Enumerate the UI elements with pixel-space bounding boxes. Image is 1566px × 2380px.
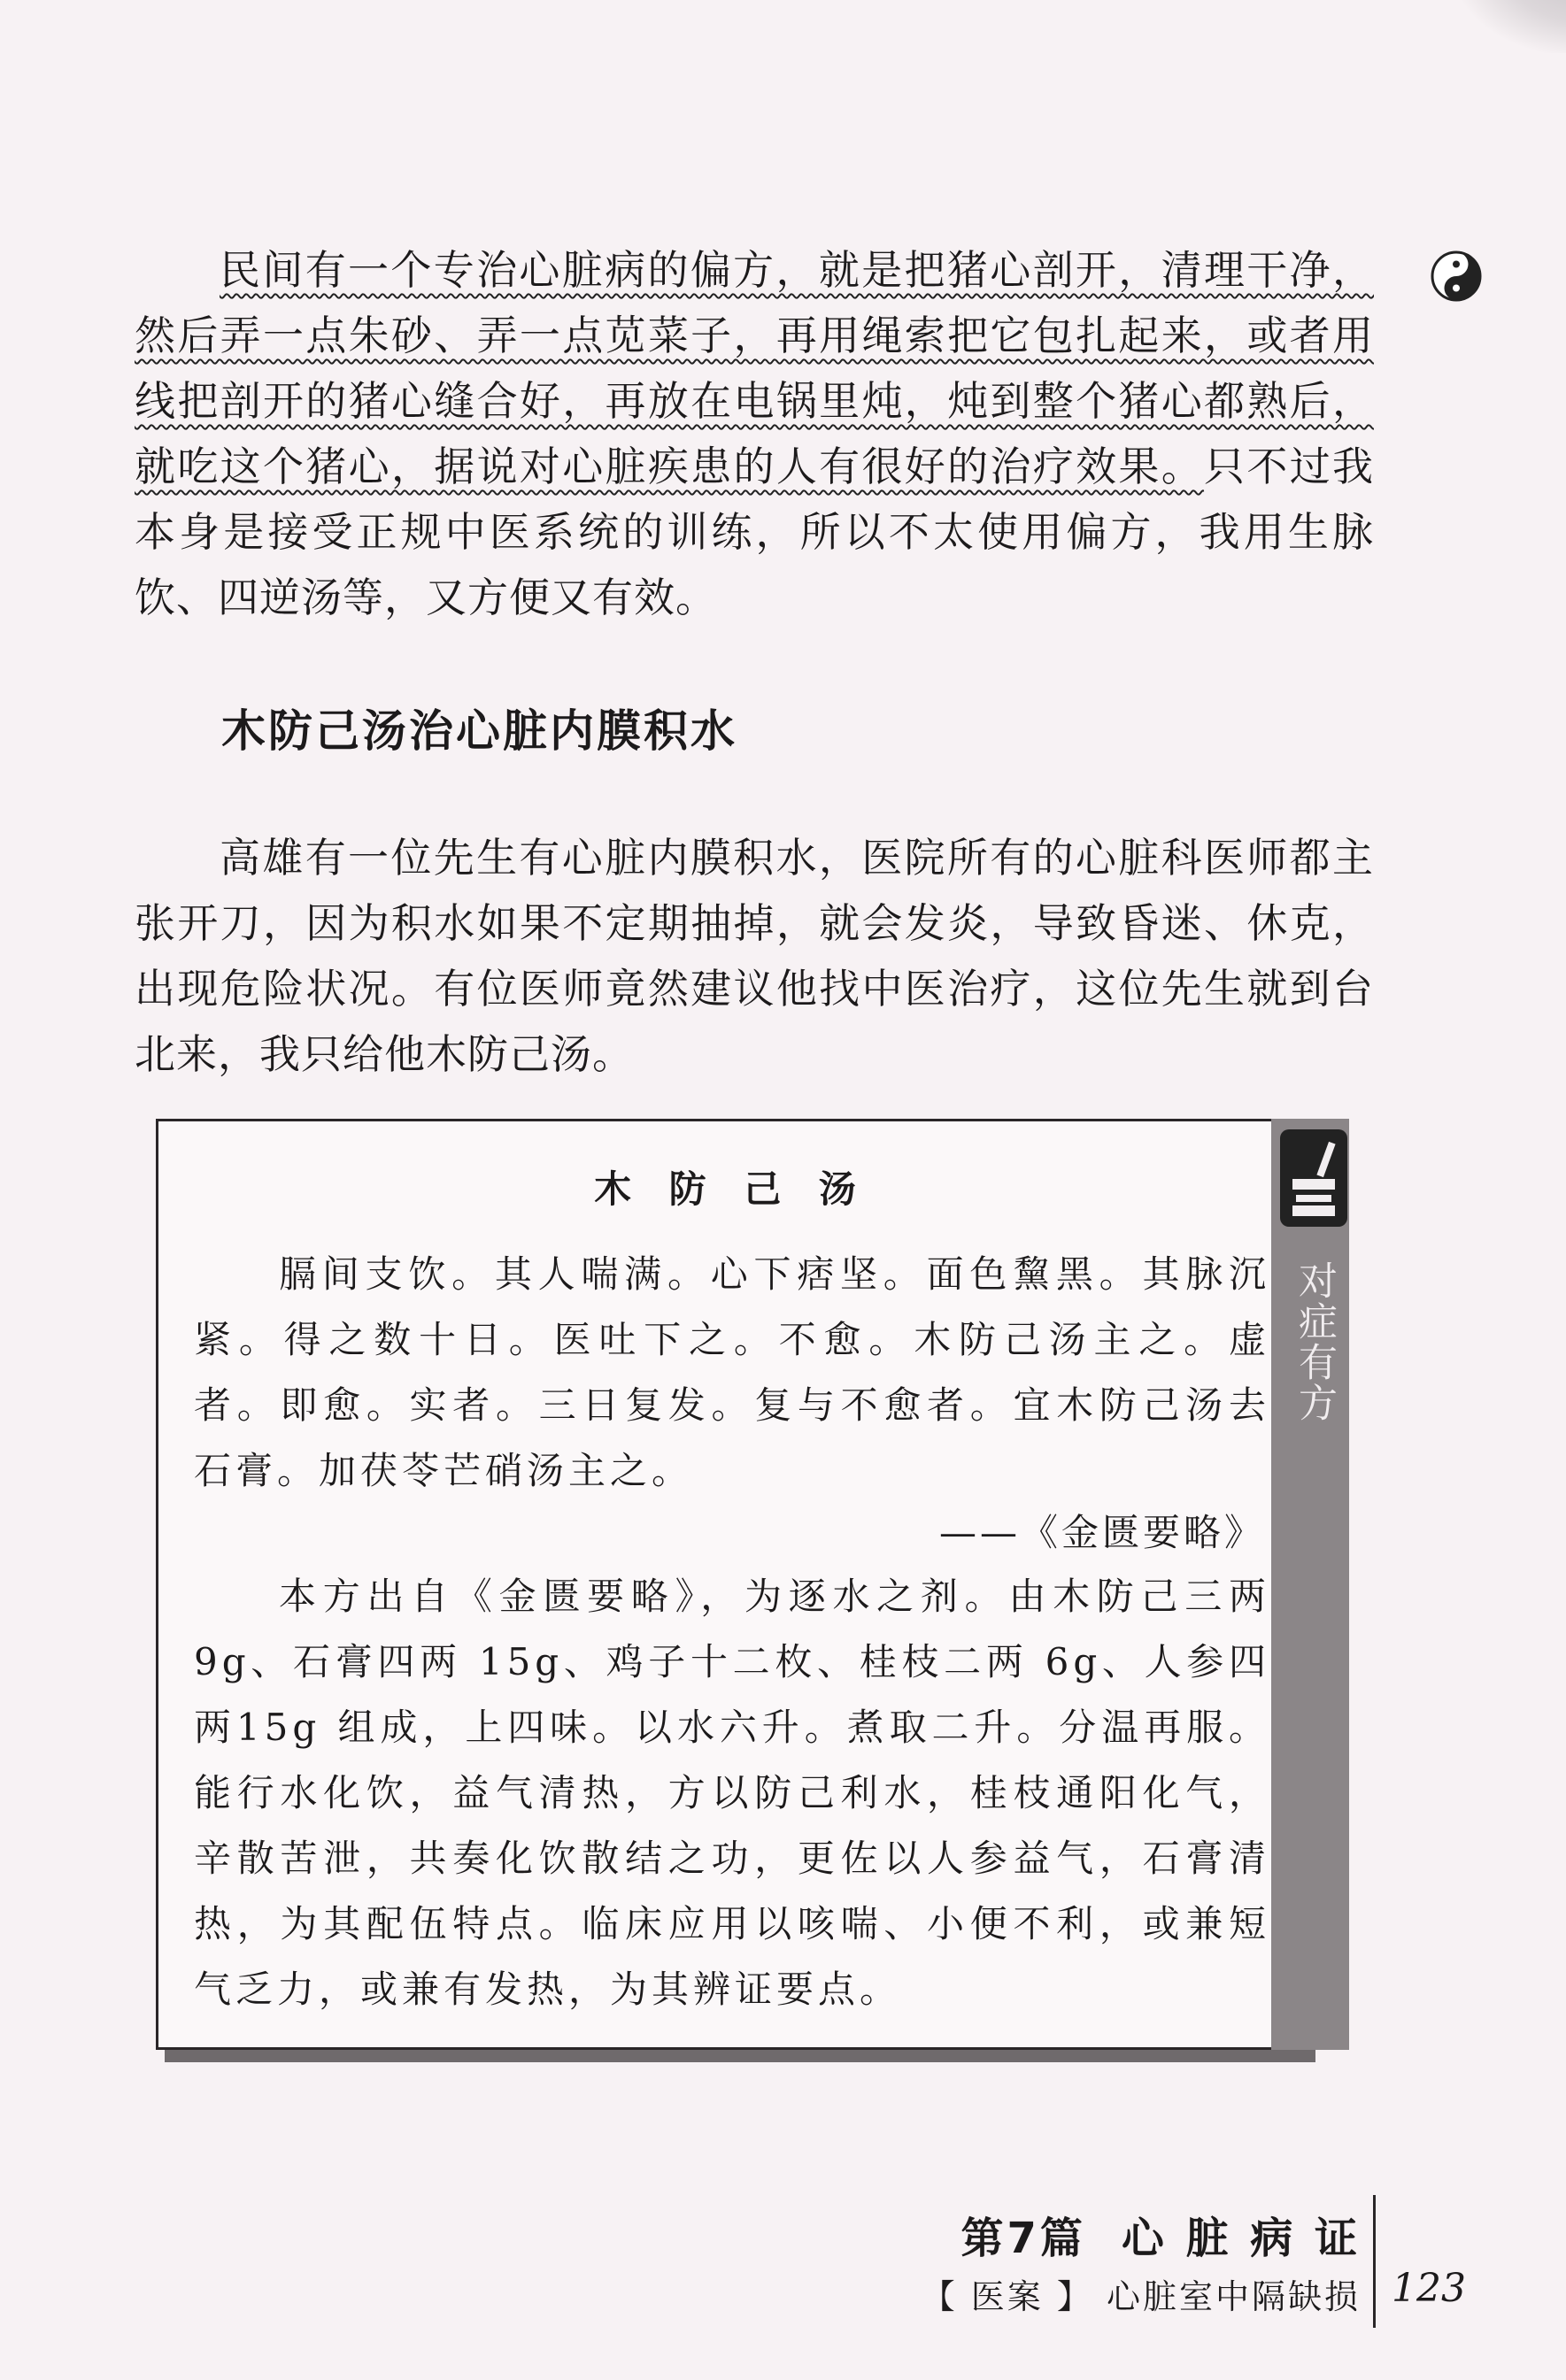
formula-commentary: 本方出自《金匮要略》，为逐水之剂。由木防己三两9g、石膏四两 15g、鸡子十二枚、桂枝二两 6g、人参四两15g 组成，上四味。以水六升。煮取二升。分温再服。能行水化饮，益气清热，方以防己利水，桂枝通阳化气，辛散苦泄，共奏化饮散结之功，更佐以人参益气，石膏清热，为其配伍特点。临床应用以咳喘、小便不利，或兼短气乏力，或兼有发热，为其辨证要点。 [194, 1575, 1270, 2011]
paragraph-continuation: 只不过我本身是接受正规中医系统的训练，所以不太使用偏方，我用生脉饮、四逆汤等，又方便又有效。 [135, 443, 1375, 621]
page-number: 123 [1392, 2266, 1466, 2311]
case-line [922, 2269, 1361, 2318]
mortar-pestle-icon [1280, 1129, 1347, 1227]
page-corner-shadow [1460, 0, 1566, 53]
side-tab-label: 对症有方 [1292, 1260, 1337, 1423]
formula-box [156, 1119, 1307, 2050]
footer-divider [1373, 2195, 1376, 2328]
case-title: 心脏室中隔缺损 [1106, 2277, 1361, 2316]
part-number: 第7篇 [960, 2214, 1086, 2263]
side-tab [1271, 1119, 1349, 2050]
paragraph-folk-remedy [135, 237, 1374, 630]
chapter-heading [960, 2204, 1361, 2265]
case-tag: 【 医案 】 [921, 2277, 1093, 2316]
classic-quote: 膈间支饮。其人喘满。心下痞坚。面色黧黑。其脉沉紧。得之数十日。医吐下之。不愈。木防己汤主之。虚者。即愈。实者。三日复发。复与不愈者。宜木防己汤去石膏。加茯苓芒硝汤主之。 [194, 1252, 1270, 1492]
section-heading: 木防己汤治心脏内膜积水 [221, 705, 737, 757]
part-title: 心 脏 病 证 [1121, 2214, 1361, 2263]
quote-citation: ——《金匮要略》 [938, 1511, 1265, 1554]
underlined-passage: 民间有一个专治心脏病的偏方，就是把猪心剖开，清理干净，然后弄一点朱砂、弄一点苋菜子，再用绳索把它包扎起来，或者用线把剖开的猪心缝合好，再放在电锅里炖，炖到整个猪心都熟后，就吃这个猪心，据说对心脏疾患的人有很好的治疗效果。 [135, 246, 1374, 490]
formula-title: 木 防 己 汤 [594, 1167, 868, 1211]
yin-yang-icon [1430, 250, 1483, 303]
paragraph-case-story: 高雄有一位先生有心脏内膜积水，医院所有的心脏科医师都主张开刀，因为积水如果不定期抽掉，就会发炎，导致昏迷、休克，出现危险状况。有位医师竟然建议他找中医治疗，这位先生就到台北来，我只给他木防己汤。 [135, 834, 1374, 1078]
